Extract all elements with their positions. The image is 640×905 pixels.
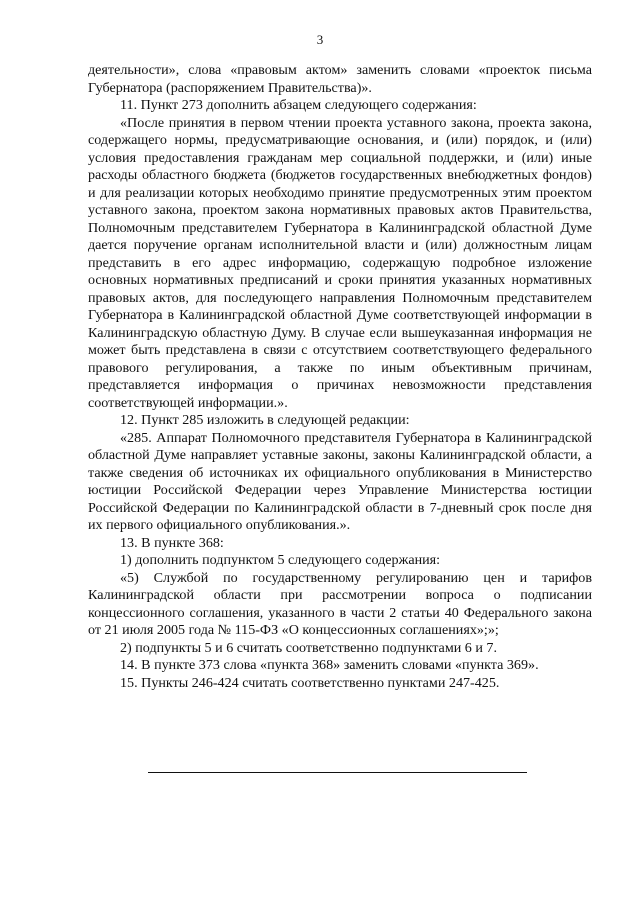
paragraph-item-13-sub-1: 1) дополнить подпунктом 5 следующего содержания:: [120, 552, 441, 568]
paragraph-item-13: 13. В пункте 368:: [120, 534, 224, 551]
paragraph-item-13-sub-1-text: «5) Службой по государственному регулированию цен и тарифов Калининградской области при рассмотрении вопроса о подписании концессионного соглашения, указанного в части 2 статьи 40 Федерального закона от 21 июля 2005 года № 115-ФЗ «О концессионных соглашениях»;»;: [88, 569, 592, 638]
paragraph-item-15: 15. Пункты 246-424 считать соответственно пунктами 247-425.: [120, 674, 500, 691]
paragraph-item-12: 12. Пункт 285 изложить в следующей редакции:: [120, 412, 410, 428]
paragraph-continuation: деятельности», слова «правовым актом» заменить словами «проекток письма Губернатора (распоряжением Правительства)».: [88, 62, 592, 96]
document-body: [88, 62, 592, 692]
end-divider-line: [148, 772, 527, 773]
paragraph-item-13-sub-2: 2) подпункты 5 и 6 считать соответственно подпунктами 6 и 7.: [120, 639, 498, 656]
paragraph-item-14: 14. В пункте 373 слова «пункта 368» заменить словами «пункта 369».: [120, 657, 539, 673]
page-number: 3: [316, 32, 324, 47]
paragraph-item-11-text: «После принятия в первом чтении проекта уставного закона, проекта закона, содержащего нормы, предусматривающие основания, и (или) порядок, и (или) условия предоставления гражданам мер социальной поддержки, и (или) иные расходы областного бюджета (бюджетов государственных внебюджетных фондов) и для реализации которых необходимо принятие предусмотренных этим проектом уставного закона, проектом закона нормативных правовых актов Правительства, Полномочным представителем Губернатора в Калининградской областной Думе дается поручение органам исполнительной власти и (или) должностным лицам представить в его адрес информацию, содержащую подробное изложение основных нормативных предписаний и сроки принятия указанных нормативных правовых актов, для последующего направления Полномочным представителем Губернатора в Калининградской областной Думе соответствующей информации в Калининградскую областную Думу. В случае если вышеуказанная информация не может быть представлена в связи с отсутствием соответствующего федерального правового регулирования, а также по иным объективным причинам, представляется информация о причинах невозможности представления соответствующей информации.».: [88, 114, 592, 411]
paragraph-item-11: 11. Пункт 273 дополнить абзацем следующего содержания:: [120, 97, 477, 113]
paragraph-item-12-text: «285. Аппарат Полномочного представителя Губернатора в Калининградской областной Думе направляет уставные законы, законы Калининградской области, а также сведения об источниках их официального опубликования в Министерство юстиции Российской Федерации через Управление Министерства юстиции Российской Федерации по Калининградской области в 7-дневный срок после дня их первого официального опубликования.».: [88, 429, 592, 533]
